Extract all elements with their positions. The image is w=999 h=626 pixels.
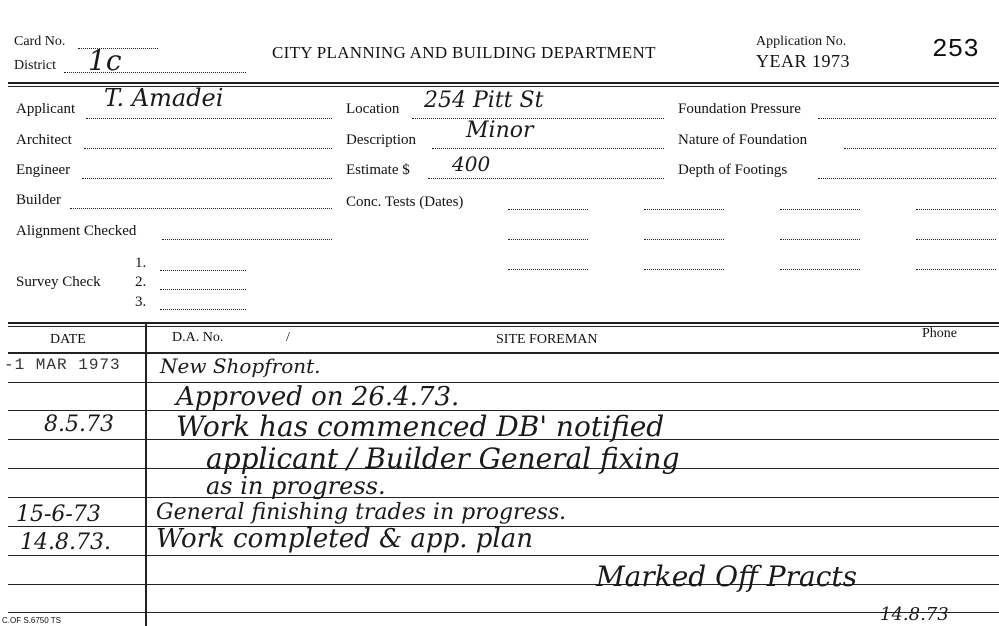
description-label: Description	[346, 132, 416, 148]
survey-item-3: 3.	[135, 294, 147, 310]
card-no-label: Card No.	[14, 34, 66, 49]
location-label: Location	[346, 101, 400, 117]
survey-item-1: 1.	[135, 255, 147, 271]
description-value: Minor	[466, 118, 534, 143]
depth-of-footings-label: Depth of Footings	[678, 162, 788, 178]
estimate-label: Estimate $	[346, 162, 410, 178]
site-foreman-header: SITE FOREMAN	[496, 332, 598, 347]
log-entry-text-8: Marked Off Practs	[596, 560, 858, 593]
log-entry-text-2: Approved on 26.4.73.	[176, 382, 460, 412]
district-label: District	[14, 58, 56, 73]
form-code: C.OF S.6750 TS	[2, 616, 61, 625]
log-entry-date-1: -1 MAR 1973	[4, 356, 121, 374]
nature-of-foundation-label: Nature of Foundation	[678, 132, 808, 148]
log-entry-text-7: Work completed & app. plan	[156, 524, 533, 554]
department-title: CITY PLANNING AND BUILDING DEPARTMENT	[272, 43, 656, 62]
log-entry-date-7: 14.8.73.	[20, 530, 111, 555]
application-no-label: Application No.	[756, 34, 847, 49]
log-entry-text-9: 14.8.73	[880, 604, 949, 625]
log-entry-date-3: 8.5.73	[44, 412, 114, 437]
log-entry-text-1: New Shopfront.	[160, 354, 321, 378]
district-value: 1c	[88, 44, 122, 77]
year-label: YEAR 1973	[756, 51, 850, 71]
applicant-label: Applicant	[16, 101, 76, 117]
date-header: DATE	[50, 332, 86, 347]
conc-tests-label: Conc. Tests (Dates)	[346, 194, 464, 210]
phone-header: Phone	[922, 326, 957, 341]
log-entry-text-5: as in progress.	[206, 472, 386, 500]
log-entry-date-6: 15-6-73	[16, 502, 101, 527]
log-top-rule	[8, 322, 999, 324]
survey-label: Survey Check	[16, 274, 101, 290]
engineer-label: Engineer	[16, 162, 71, 178]
da-no-value: /	[286, 330, 290, 345]
da-no-header: D.A. No.	[172, 330, 224, 345]
log-entry-text-3: Work has commenced DB' notified	[176, 410, 665, 443]
foundation-pressure-label: Foundation Pressure	[678, 101, 801, 117]
application-number: 253	[932, 34, 979, 64]
builder-label: Builder	[16, 192, 61, 208]
survey-item-2: 2.	[135, 274, 147, 290]
architect-label: Architect	[16, 132, 72, 148]
estimate-value: 400	[452, 152, 491, 176]
location-value: 254 Pitt St	[424, 88, 544, 113]
log-entry-text-6: General finishing trades in progress.	[156, 500, 567, 525]
date-column-divider	[145, 322, 147, 626]
alignment-label: Alignment Checked	[16, 223, 137, 239]
log-entry-text-4: applicant / Builder General fixing	[206, 442, 680, 475]
applicant-value: T. Amadei	[104, 84, 224, 112]
